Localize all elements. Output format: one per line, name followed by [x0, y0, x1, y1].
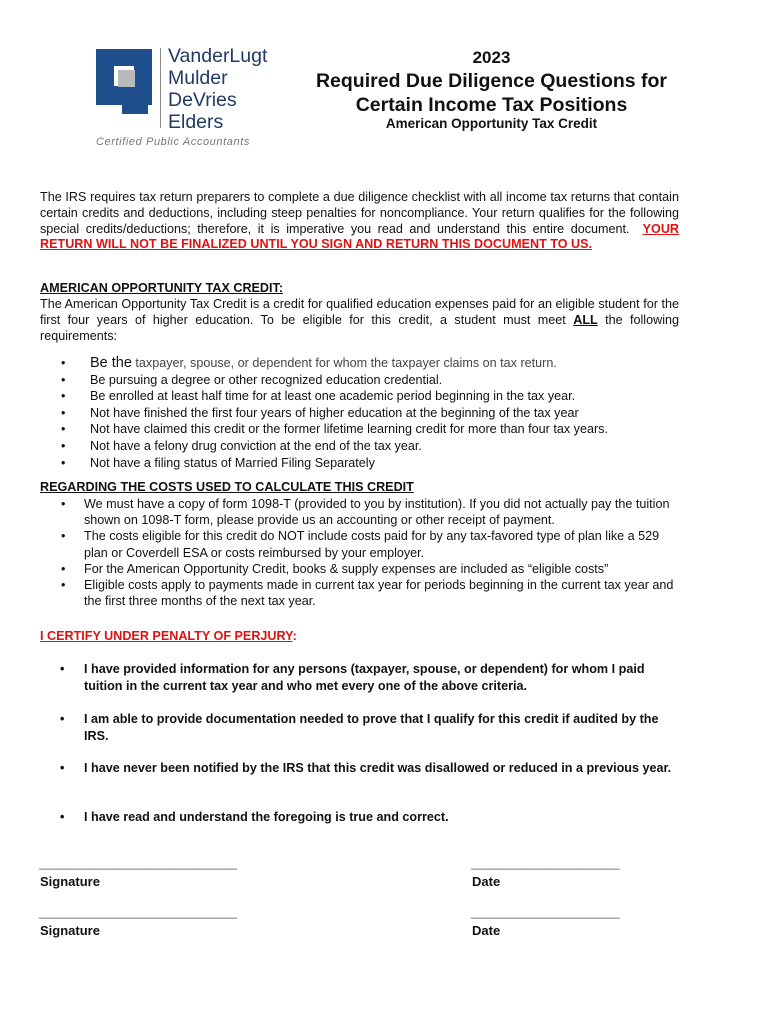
list-item: [40, 561, 680, 577]
certify-item: [40, 809, 685, 826]
bullet-icon: •: [61, 497, 66, 511]
bullet-icon: •: [60, 810, 65, 824]
bullet-icon: •: [61, 529, 66, 544]
list-item: [40, 577, 680, 609]
list-item: [40, 421, 680, 438]
bullet-icon: •: [61, 561, 66, 576]
cost-text: Eligible costs apply to payments made in current tax year for periods beginning in the current tax year and the first three months of the next tax year.: [84, 578, 674, 609]
certify-heading: [40, 629, 297, 643]
requirement-text: Be enrolled at least half time for at least one academic period beginning in the tax year.: [90, 389, 576, 404]
list-item: [40, 388, 680, 405]
bullet-icon: •: [61, 578, 66, 593]
certify-text: I am able to provide documentation needed to prove that I qualify for this credit if audited by the IRS.: [84, 712, 659, 743]
logo-divider: [160, 48, 161, 128]
cost-text: For the American Opportunity Credit, books & supply expenses are included as “eligible costs”: [84, 561, 609, 576]
signature-line[interactable]: ________________________________: [39, 856, 237, 870]
logo-name-line: Mulder: [168, 67, 228, 89]
certify-text: I have never been notified by the IRS that this credit was disallowed or reduced in a previous year.: [84, 761, 672, 775]
list-item: [40, 355, 680, 372]
title-line: Certain Income Tax Positions: [355, 94, 628, 116]
logo-firm-name: [168, 45, 267, 133]
logo-name-line: Elders: [168, 111, 224, 133]
intro-text: The IRS requires tax return preparers to complete a due diligence checklist with all income tax returns that contain certain credits and deductions, including steep penalties for noncompliance. Your return qualifies for the following special credits/deductions; therefore, it is imperative you read and understand this entire document.: [40, 190, 679, 236]
title-line: Required Due Diligence Questions for: [315, 70, 668, 92]
costs-list: [40, 496, 680, 609]
certify-heading-text: I CERTIFY UNDER PENALTY OF PERJURY: [40, 629, 293, 643]
costs-heading: REGARDING THE COSTS USED TO CALCULATE THIS CREDIT: [40, 480, 414, 494]
document-title: [300, 69, 683, 117]
date-line[interactable]: ________________________: [471, 905, 620, 919]
certify-text: I have provided information for any persons (taxpayer, spouse, or dependent) for whom I paid tuition in the current tax year and who met every one of the above criteria.: [84, 662, 645, 693]
document-year: 2023: [472, 48, 511, 67]
intro-paragraph: [40, 190, 679, 253]
requirement-text: Not have a filing status of Married Filing Separately: [90, 455, 375, 470]
logo-square-grey: [118, 70, 135, 87]
date-line[interactable]: ________________________: [471, 856, 620, 870]
bullet-icon: •: [61, 455, 66, 470]
bullet-icon: •: [61, 389, 66, 404]
requirement-text: taxpayer, spouse, or dependent for whom the taxpayer claims on tax return.: [135, 356, 557, 370]
certify-item: [40, 711, 685, 745]
document-subtitle: American Opportunity Tax Credit: [385, 116, 598, 131]
signature-line[interactable]: ________________________________: [39, 905, 237, 919]
requirement-text: Be pursuing a degree or other recognized education credential.: [90, 372, 443, 387]
signature-label: Signature: [40, 874, 100, 889]
aotc-paragraph: [40, 297, 679, 344]
aotc-text: The American Opportunity Tax Credit is a credit for qualified education expenses paid for an eligible student for the first four years of higher education. To be eligible for this credit, a student must meet: [40, 297, 679, 327]
requirement-text: Not have claimed this credit or the former lifetime learning credit for more than four tax years.: [90, 422, 608, 437]
certify-text: I have read and understand the foregoing is true and correct.: [84, 810, 449, 824]
list-item: [40, 455, 680, 472]
cost-text: We must have a copy of form 1098-T (provided to you by institution). If you did not actually pay the tuition shown on 1098-T form, please provide us an accounting or other receipt of payment.: [84, 497, 670, 528]
requirements-list: [40, 355, 680, 471]
bullet-icon: •: [61, 372, 66, 387]
date-label: Date: [472, 923, 501, 938]
bullet-icon: •: [61, 438, 66, 453]
list-item: [40, 438, 680, 455]
intro-warning: YOUR RETURN WILL NOT BE FINALIZED UNTIL YOU SIGN AND RETURN THIS DOCUMENT TO US.: [40, 221, 680, 252]
list-item: [40, 372, 680, 389]
logo-name-line: VanderLugt: [168, 45, 268, 67]
bullet-icon: •: [61, 405, 66, 420]
list-item: [40, 405, 680, 422]
bullet-icon: •: [60, 761, 65, 775]
list-item: [40, 528, 680, 560]
requirement-text: Not have a felony drug conviction at the end of the tax year.: [90, 438, 422, 453]
requirement-text: Not have finished the first four years of higher education at the beginning of the tax year: [90, 405, 579, 420]
requirement-lead: Be the: [90, 355, 132, 371]
list-item: [40, 496, 680, 528]
certify-item: [40, 760, 685, 777]
signature-label: Signature: [40, 923, 100, 938]
bullet-icon: •: [61, 356, 66, 370]
certify-item: [40, 661, 685, 695]
aotc-text-after: the following requirements:: [40, 312, 680, 343]
logo-square-small: [122, 88, 148, 114]
cost-text: The costs eligible for this credit do NOT include costs paid for by any tax-favored type of plan like a 529 plan or Coverdell ESA or costs reimbursed by your employer.: [84, 529, 660, 560]
bullet-icon: •: [61, 422, 66, 437]
bullet-icon: •: [60, 712, 65, 726]
date-label: Date: [472, 874, 501, 889]
bullet-icon: •: [60, 662, 65, 676]
company-logo: [88, 44, 288, 174]
aotc-heading: AMERICAN OPPORTUNITY TAX CREDIT:: [40, 281, 284, 295]
logo-tagline: Certified Public Accountants: [96, 136, 250, 148]
logo-name-line: DeVries: [168, 89, 237, 111]
aotc-emphasis: ALL: [573, 312, 598, 327]
certify-colon: :: [292, 629, 297, 643]
